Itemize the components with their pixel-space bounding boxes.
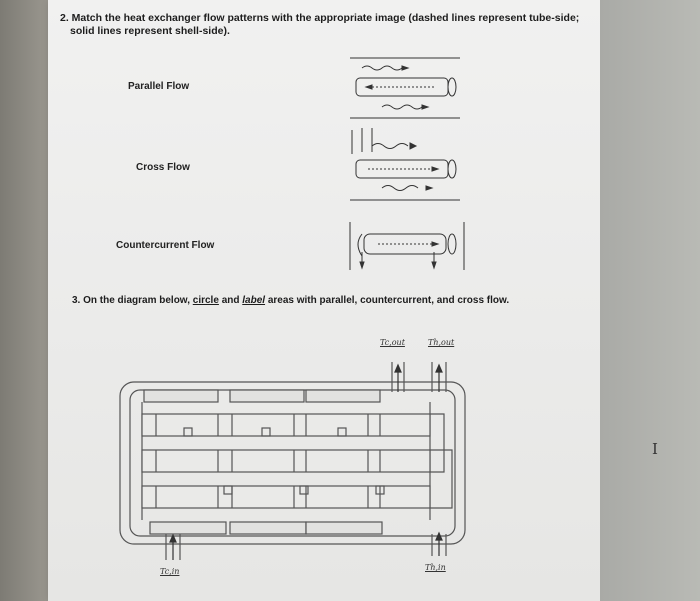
- label-cross-flow: Cross Flow: [136, 162, 190, 173]
- question-2-line-1: 2. Match the heat exchanger flow patterns with the appropriate image (dashed lines represent tube-side;: [60, 12, 580, 24]
- label-countercurrent-flow: Countercurrent Flow: [116, 240, 215, 251]
- question-2-line-2: solid lines represent shell-side).: [70, 25, 230, 37]
- label-th-out: Th,out: [428, 338, 455, 347]
- question-3-label: label: [242, 295, 266, 306]
- question-3-and: and: [221, 295, 240, 306]
- question-3-circle: circle: [192, 295, 219, 306]
- question-3-suffix: areas with parallel, countercurrent, and cross flow.: [267, 295, 510, 306]
- text-cursor-icon: I: [652, 440, 658, 458]
- label-tc-in: Tc,in: [160, 567, 180, 576]
- label-parallel-flow: Parallel Flow: [128, 81, 190, 92]
- question-3-prefix: 3. On the diagram below,: [72, 295, 190, 306]
- label-tc-out: Tc,out: [380, 338, 405, 347]
- label-th-in: Th,in: [425, 563, 446, 572]
